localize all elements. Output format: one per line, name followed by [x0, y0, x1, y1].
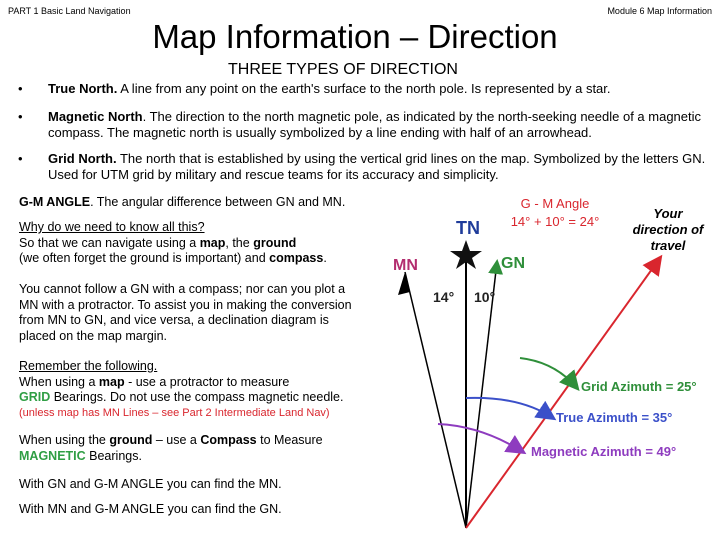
- find-mn-line: With GN and G-M ANGLE you can find the MN.: [19, 477, 282, 491]
- gm-angle-text: . The angular difference between GN and MN.: [90, 195, 346, 209]
- magnetic-north-line: [405, 272, 466, 528]
- ground-magnetic: MAGNETIC: [19, 448, 86, 463]
- gm-angle-box-formula: 14° + 10° = 24°: [510, 214, 600, 229]
- magnetic-azimuth-label: Magnetic Azimuth = 49°: [531, 444, 677, 459]
- true-azimuth-label: True Azimuth = 35°: [556, 410, 673, 425]
- header-left: PART 1 Basic Land Navigation: [8, 6, 131, 16]
- tn-label: TN: [456, 218, 480, 238]
- magnetic-north-text: . The direction to the north magnetic pole, as indicated by the north-seeking needle of a magnetic compass. The magnetic north is usually symbolized by a line ending with half of an arrowhead.: [48, 109, 702, 140]
- angle-mn-label: 14°: [433, 289, 455, 305]
- remember-l2b: Bearings. Do not use the compass magnetic needle.: [50, 390, 344, 404]
- why-question: Why do we need to know all this?: [19, 220, 205, 234]
- remember-heading: Remember the following.: [19, 359, 158, 373]
- page-title: Map Information – Direction: [152, 18, 558, 55]
- page-subtitle: THREE TYPES OF DIRECTION: [228, 61, 458, 78]
- why-end: .: [323, 251, 327, 265]
- why-line1: So that we can navigate using a: [19, 235, 200, 250]
- ground-l1b: – use a: [152, 433, 201, 447]
- remember-l1b: - use a protractor to measure: [124, 374, 290, 389]
- bullet-symbol: •: [18, 81, 23, 96]
- grid-north-text: The north that is established by using the vertical grid lines on the map. Symbolized by the letters GN. Used for UTM grid by military and rescue teams for its accuracy and simplicity.: [48, 151, 706, 182]
- why-mid: , the: [225, 235, 254, 250]
- bullet-symbol: •: [18, 151, 23, 166]
- direction-of-travel-label: Your direction of travel: [632, 206, 704, 253]
- conversion-paragraph: You cannot follow a GN with a compass; nor can you plot a MN with a protractor. To assist you in making the conversion from MN to GN, and vice versa, a declination diagram is placed on the map margin.: [19, 282, 352, 343]
- angle-gn-label: 10°: [474, 289, 496, 305]
- why-line2: (we often forget the ground is important) and: [19, 251, 270, 265]
- bullet-symbol: •: [18, 109, 23, 124]
- gn-label: GN: [501, 255, 525, 272]
- why-ground: ground: [253, 235, 297, 250]
- remember-grid: GRID: [19, 390, 51, 404]
- find-gn-line: With MN and G-M ANGLE you can find the GN.: [19, 502, 282, 516]
- grid-azimuth-arc: [520, 358, 577, 388]
- ground-l1a: When using the: [19, 433, 110, 447]
- remember-map: map: [98, 374, 125, 389]
- remember-l1a: When using a: [19, 374, 99, 389]
- grid-azimuth-label: Grid Azimuth = 25°: [581, 379, 697, 394]
- ground-l2b: Bearings.: [85, 448, 142, 463]
- mn-label: MN: [393, 257, 418, 274]
- true-north-text: A line from any point on the earth's surface to the north pole. Is represented by a star.: [117, 81, 611, 96]
- header-right: Module 6 Map Information: [607, 6, 712, 16]
- ground-l1c: to Measure: [256, 433, 323, 447]
- true-north-term: True North.: [48, 81, 118, 96]
- magnetic-north-term: Magnetic North: [48, 109, 143, 124]
- gm-angle-box-title: G - M Angle: [520, 196, 590, 211]
- magnetic-azimuth-arc: [438, 424, 523, 452]
- why-map: map: [199, 235, 226, 250]
- why-compass: compass: [269, 251, 324, 265]
- gm-angle-term: G-M ANGLE: [19, 195, 91, 209]
- grid-north-term: Grid North.: [48, 151, 117, 166]
- remember-note: (unless map has MN Lines – see Part 2 Intermediate Land Nav): [19, 406, 330, 419]
- ground-word: ground: [109, 433, 153, 447]
- ground-compass: Compass: [200, 433, 257, 447]
